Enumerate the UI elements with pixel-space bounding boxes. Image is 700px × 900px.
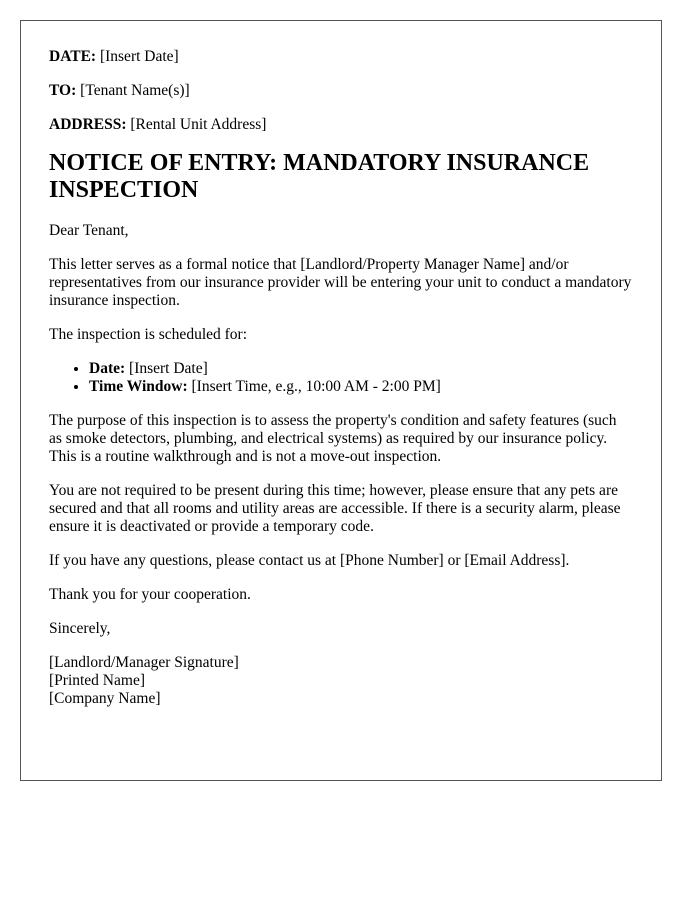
schedule-date-item [89, 360, 633, 378]
printed-name-line: [Printed Name] [49, 672, 145, 689]
purpose-paragraph: The purpose of this inspection is to assess the property's condition and safety features (such as smoke detectors, plumbing, and electrical systems) as required by our insurance policy. This is a routine walkthrough and is not a move-out inspection. [49, 412, 617, 465]
schedule-intro: The inspection is scheduled for: [49, 326, 248, 343]
schedule-date-label: Date: [89, 360, 126, 377]
contact-paragraph: If you have any questions, please contact us at [Phone Number] or [Email Address]. [49, 552, 570, 569]
date-field [49, 48, 633, 66]
schedule-time-value: [Insert Time, e.g., 10:00 AM - 2:00 PM] [187, 378, 441, 395]
schedule-list [49, 360, 633, 396]
greeting: Dear Tenant, [49, 222, 129, 239]
schedule-time-item [89, 378, 633, 396]
address-field [49, 116, 633, 134]
signature-line: [Landlord/Manager Signature] [49, 654, 239, 671]
company-name-line: [Company Name] [49, 690, 161, 707]
intro-paragraph: This letter serves as a formal notice that [Landlord/Property Manager Name] and/or representatives from our insurance provider will be entering your unit to conduct a mandatory insurance inspection. [49, 256, 632, 309]
requirements-paragraph: You are not required to be present during this time; however, please ensure that any pets are secured and that all rooms and utility areas are accessible. If there is a security alarm, please ensure it is deactivated or provide a temporary code. [49, 482, 621, 535]
date-label: DATE: [49, 48, 97, 65]
closing-line: Sincerely, [49, 620, 111, 637]
signature-block [49, 654, 633, 708]
to-label: TO: [49, 82, 77, 99]
to-value: [Tenant Name(s)] [76, 82, 190, 99]
notice-letter [20, 20, 662, 781]
thanks-paragraph: Thank you for your cooperation. [49, 586, 251, 603]
page-title: NOTICE OF ENTRY: MANDATORY INSURANCE INSPECTION [49, 150, 590, 203]
address-value: [Rental Unit Address] [126, 116, 267, 133]
schedule-time-label: Time Window: [89, 378, 188, 395]
address-label: ADDRESS: [49, 116, 127, 133]
date-value: [Insert Date] [96, 48, 179, 65]
to-field [49, 82, 633, 100]
schedule-date-value: [Insert Date] [125, 360, 208, 377]
